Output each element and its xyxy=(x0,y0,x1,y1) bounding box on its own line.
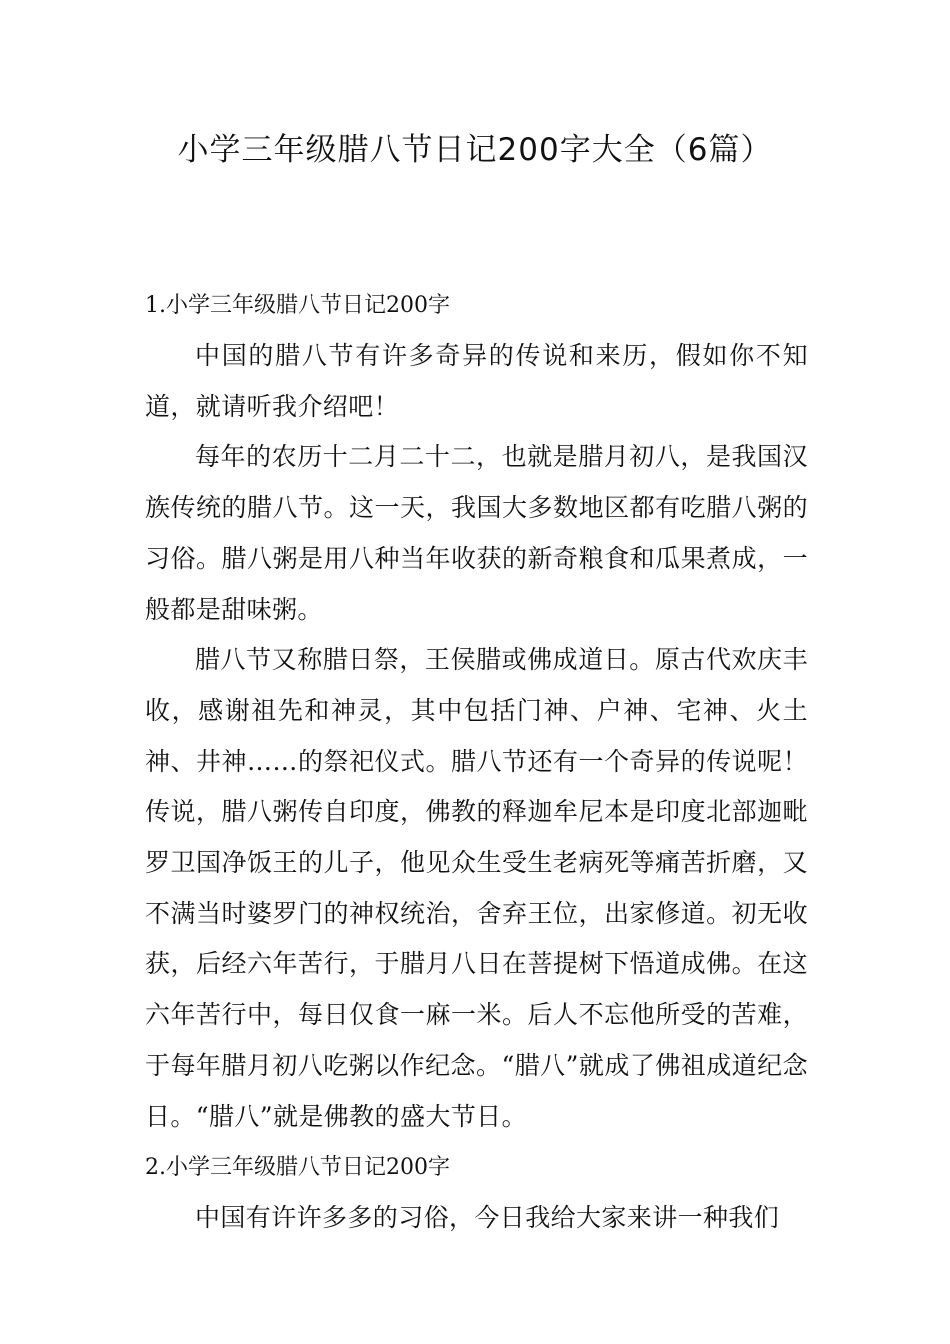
section-heading: 1.小学三年级腊八节日记200字 xyxy=(145,293,450,318)
section-1 xyxy=(145,280,808,1142)
paragraph: 腊八节又称腊日祭，王侯腊或佛成道日。原古代欢庆丰收，感谢祖先和神灵，其中包括门神、户神、宅神、火土神、井神……的祭祀仪式。腊八节还有一个奇异的传说呢！传说，腊八粥传自印度，佛教的释迦牟尼本是印度北部迦毗罗卫国净饭王的儿子，他见众生受生老病死等痛苦折磨，又不满当时婆罗门的神权统治，舍弃王位，出家修道。初无收获，后经六年苦行，于腊月八日在菩提树下悟道成佛。在这六年苦行中，每日仅食一麻一米。后人不忘他所受的苦难，于每年腊月初八吃粥以作纪念。“腊八”就成了佛祖成道纪念日。“腊八”就是佛教的盛大节日。 xyxy=(145,645,808,1131)
paragraph: 中国的腊八节有许多奇异的传说和来历，假如你不知道，就请听我介绍吧！ xyxy=(145,341,808,421)
paragraph: 每年的农历十二月二十二，也就是腊月初八，是我国汉族传统的腊八节。这一天，我国大多数地区都有吃腊八粥的习俗。腊八粥是用八种当年收获的新奇粮食和瓜果煮成，一般都是甜味粥。 xyxy=(145,442,808,624)
document-body xyxy=(145,280,808,1244)
section-2 xyxy=(145,1142,808,1244)
document-title: 小学三年级腊八节日记200字大全（6篇） xyxy=(177,132,773,168)
paragraph: 中国有许许多多的习俗，今日我给大家来讲一种我们 xyxy=(195,1203,780,1233)
section-heading: 2.小学三年级腊八节日记200字 xyxy=(145,1155,450,1181)
